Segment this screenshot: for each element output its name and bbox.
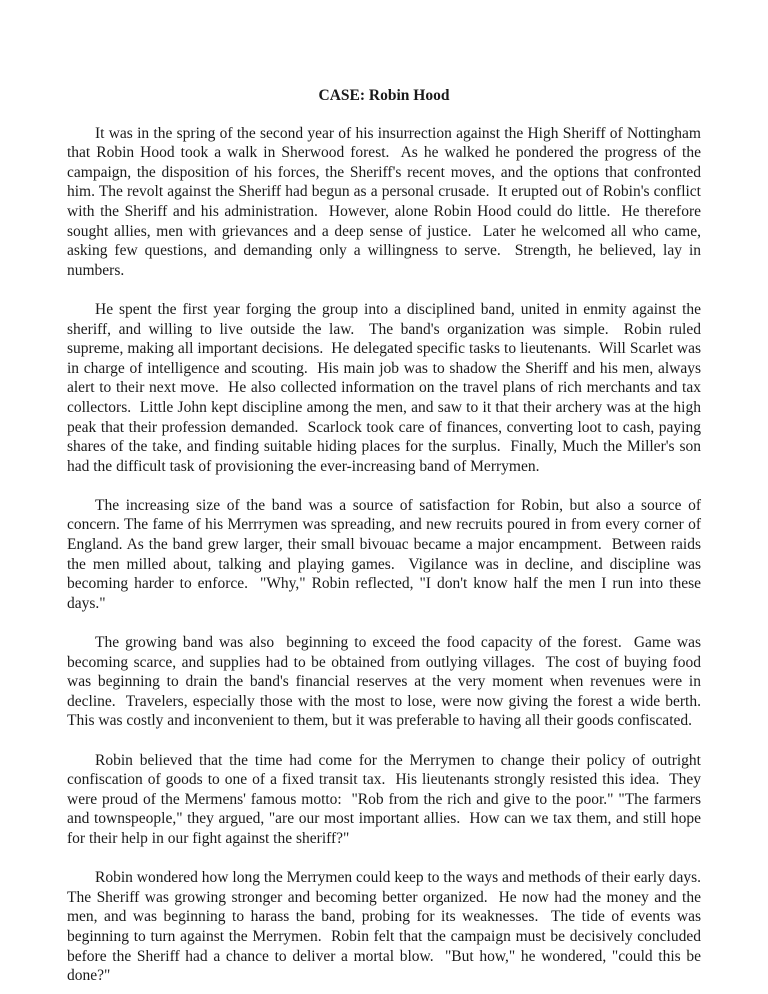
paragraph: The increasing size of the band was a source of satisfaction for Robin, but also a source of concern. The fame of his Merrrymen was spreading, and new recruits poured in from every corner of England. As the band grew larger, their small bivouac became a major encampment. Between raids the men milled about, talking and playing games. Vigilance was in decline, and discipline was becoming harder to enforce. "Why," Robin reflected, "I don't know half the men I run into these days."	[67, 496, 705, 612]
paragraph: Robin believed that the time had come for the Merrymen to change their policy of outright confiscation of goods to one of a fixed transit tax. His lieutenants strongly resisted this idea. They were proud of the Mermens' famous motto: "Rob from the rich and give to the poor." "The farmers and townspeople," they argued, "are our most important allies. How can we tax them, and still hope for their help in our fight against the sheriff?"	[67, 751, 705, 847]
paragraph: Robin wondered how long the Merrymen could keep to the ways and methods of their early days. The Sheriff was growing stronger and becoming better organized. He now had the money and the men, and was beginning to harass the band, probing for its weaknesses. The tide of events was beginning to turn against the Merrymen. Robin felt that the campaign must be decisively concluded before the Sheriff had a chance to deliver a mortal blow. "But how," he wondered, "could this be done?"	[67, 869, 705, 985]
paragraph: It was in the spring of the second year of his insurrection against the High Sheriff of Nottingham that Robin Hood took a walk in Sherwood forest. As he walked he pondered the progress of the campaign, the disposition of his forces, the Sheriff's recent moves, and the options that confronted him. The revolt against the Sheriff had begun as a personal crusade. It erupted out of Robin's conflict with the Sheriff and his administration. However, alone Robin Hood could do little. He therefore sought allies, men with grievances and a deep sense of justice. Later he welcomed all who came, asking few questions, and demanding only a willingness to serve. Strength, he believed, lay in numbers.	[67, 124, 705, 279]
document-body	[67, 124, 705, 986]
document-title: CASE: Robin Hood	[318, 87, 450, 104]
paragraph: He spent the first year forging the group into a disciplined band, united in enmity against the sheriff, and willing to live outside the law. The band's organization was simple. Robin ruled supreme, making all important decisions. He delegated specific tasks to lieutenants. Will Scarlet was in charge of intelligence and scouting. His main job was to shadow the Sheriff and his men, always alert to their next move. He also collected information on the travel plans of rich merchants and tax collectors. Little John kept discipline among the men, and saw to it that their archery was at the high peak that their profession demanded. Scarlock took care of finances, converting loot to cash, paying shares of the take, and finding suitable hiding places for the surplus. Finally, Much the Miller's son had the difficult task of provisioning the ever-increasing band of Merrymen.	[67, 300, 705, 475]
paragraph: The growing band was also beginning to exceed the food capacity of the forest. Game was becoming scarce, and supplies had to be obtained from outlying villages. The cost of buying food was beginning to drain the band's financial reserves at the very moment when revenues were in decline. Travelers, especially those with the most to lose, were now giving the forest a wide berth. This was costly and inconvenient to them, but it was preferable to having all their goods confiscated.	[67, 634, 705, 730]
